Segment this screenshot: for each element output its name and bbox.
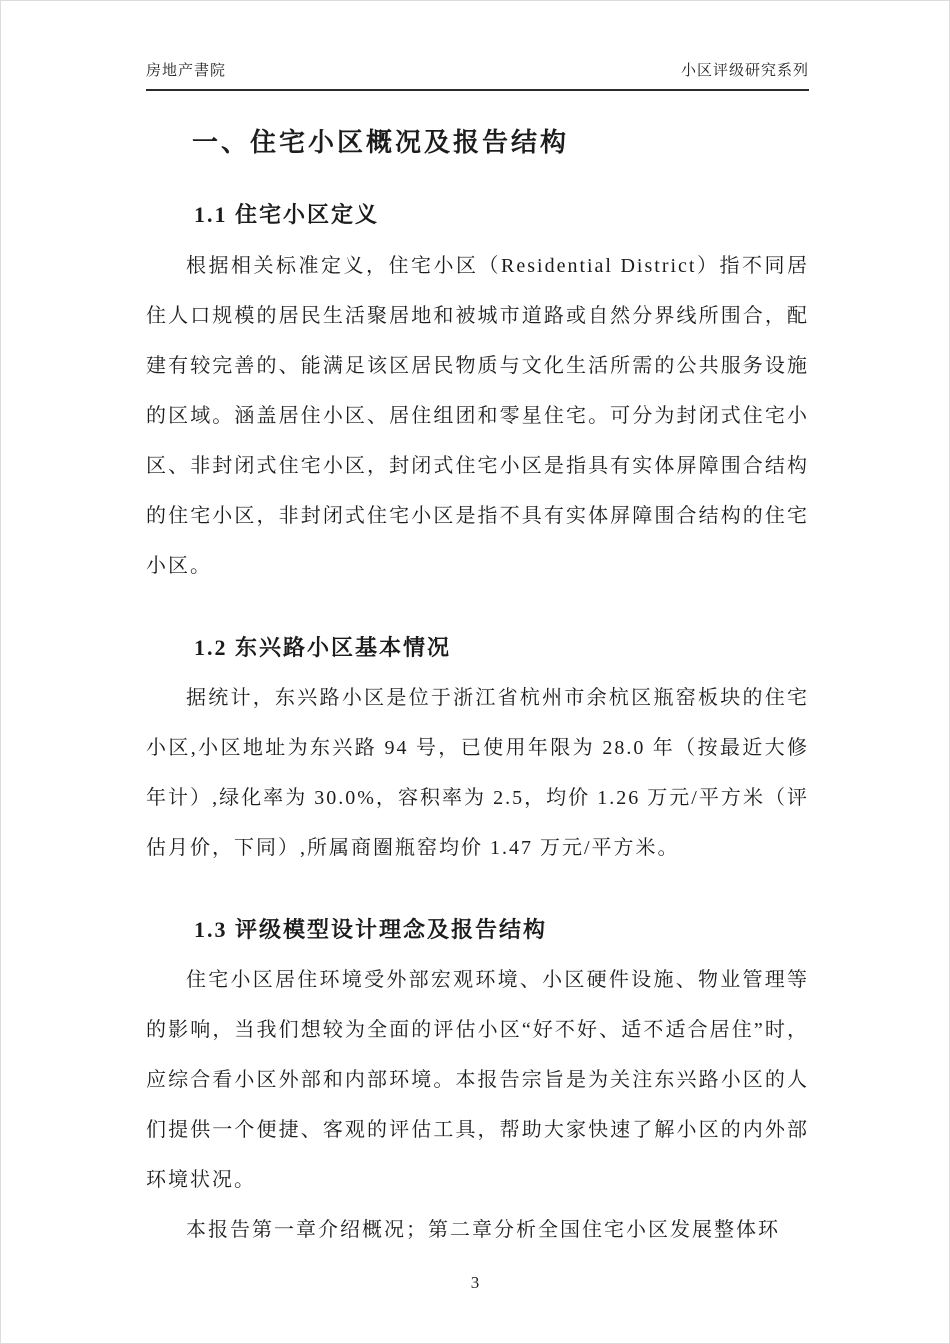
document-title: 一、住宅小区概况及报告结构 xyxy=(192,128,570,157)
section-1-2-paragraph: 据统计，东兴路小区是位于浙江省杭州市余杭区瓶窑板块的住宅小区,小区地址为东兴路 94 号，已使用年限为 28.0 年（按最近大修年计）,绿化率为 30.0%，容积率为 2.5，均价 1.26 万元/平方米（评估月价，下同）,所属商圈瓶窑均价 1.47 万元/平方米。 xyxy=(146,686,809,859)
section-1-1-heading: 1.1 住宅小区定义 xyxy=(194,202,380,228)
section-1-1 xyxy=(146,202,809,590)
section-1-3 xyxy=(146,917,809,1255)
section-1-1-paragraph: 根据相关标准定义，住宅小区（Residential District）指不同居住人口规模的居民生活聚居地和被城市道路或自然分界线所围合，配建有较完善的、能满足该区居民物质与文化生活所需的公共服务设施的区域。涵盖居住小区、居住组团和零星住宅。可分为封闭式住宅小区、非封闭式住宅小区，封闭式住宅小区是指具有实体屏障围合结构的住宅小区，非封闭式住宅小区是指不具有实体屏障围合结构的住宅小区。 xyxy=(146,254,809,577)
section-1-3-paragraph-2: 本报告第一章介绍概况；第二章分析全国住宅小区发展整体环 xyxy=(186,1219,780,1242)
section-1-3-heading: 1.3 评级模型设计理念及报告结构 xyxy=(194,916,548,942)
section-1-2-heading: 1.2 东兴路小区基本情况 xyxy=(194,634,452,660)
document-content xyxy=(146,127,809,1255)
page-header xyxy=(146,59,809,91)
section-1-3-paragraph-1: 住宅小区居住环境受外部宏观环境、小区硬件设施、物业管理等的影响，当我们想较为全面的评估小区“好不好、适不适合居住”时，应综合看小区外部和内部环境。本报告宗旨是为关注东兴路小区的人们提供一个便捷、客观的评估工具，帮助大家快速了解小区的内外部环境状况。 xyxy=(146,969,809,1192)
page-footer xyxy=(1,1273,949,1293)
header-left-text: 房地产書院 xyxy=(146,63,227,79)
section-1-2 xyxy=(146,635,809,873)
header-right-text: 小区评级研究系列 xyxy=(680,63,809,79)
page-number: 3 xyxy=(470,1273,480,1292)
